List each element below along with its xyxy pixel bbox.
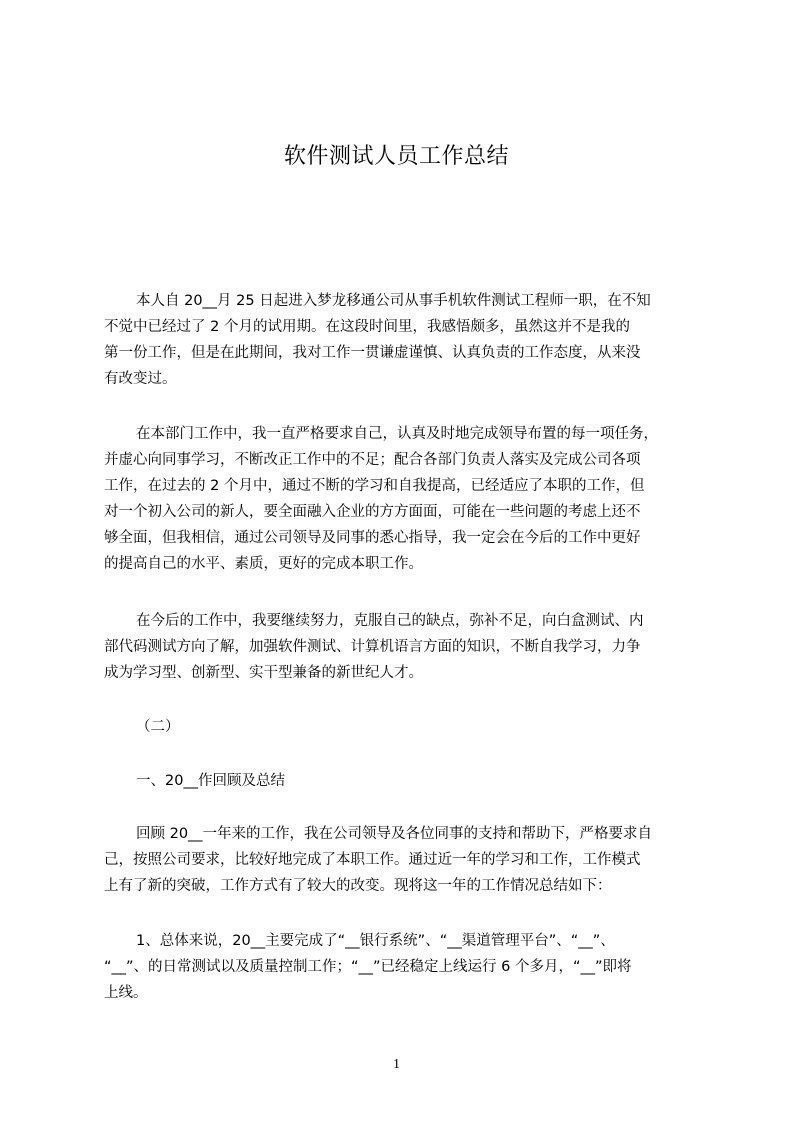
section-heading [104, 768, 700, 794]
paragraph-line: 不觉中已经过了 2 个月的试用期。在这段时间里，我感悟颇多，虽然这并不是我的 [104, 319, 630, 335]
paragraph-line: “__”、的日常测试以及质量控制工作；“__”已经稳定上线运行 6 个多月，“__”即将 [104, 959, 632, 975]
paragraph-line: 在今后的工作中，我要继续努力，克服自己的缺点，弥补不足，向白盒测试、内 [136, 613, 644, 629]
paragraph-future-work [104, 608, 700, 686]
paragraph-line: 够全面，但我相信，通过公司领导及同事的悉心指导，我一定会在今后的工作中更好 [104, 530, 641, 546]
paragraph-line: 第一份工作，但是在此期间，我对工作一贯谦虚谨慎、认真负责的工作态度，从来没 [104, 345, 641, 361]
paragraph-line: 己，按照公司要求，比较好地完成了本职工作。通过近一年的学习和工作，工作模式 [104, 852, 641, 868]
paragraph-line: 有改变过。 [104, 371, 177, 387]
paragraph-self-introduction [104, 288, 700, 392]
document-title: 软件测试人员工作总结 [283, 144, 509, 169]
paragraph-line: 上线。 [104, 985, 148, 1001]
paragraph-line: 对一个初入公司的新人，要全面融入企业的方方面面，可能在一些问题的考虑上还不 [104, 504, 641, 520]
paragraph-department-work [104, 421, 700, 577]
paragraph-line: 部代码测试方向了解，加强软件测试、计算机语言方面的知识，不断自我学习，力争 [104, 639, 641, 655]
paragraph-line: 上有了新的突破，工作方式有了较大的改变。现将这一年的工作情况总结如下： [104, 878, 612, 894]
paragraph-line: 工作，在过去的 2 个月中，通过不断的学习和自我提高，已经适应了本职的工作，但 [104, 478, 645, 494]
paragraph-item-one [104, 928, 700, 1006]
paragraph-line: 本人自 20__月 25 日起进入梦龙移通公司从事手机软件测试工程师一职，在不知 [136, 293, 651, 309]
paragraph-line: 的提高自己的水平、素质，更好的完成本职工作。 [104, 556, 423, 572]
paragraph-line: 成为学习型、创新型、实干型兼备的新世纪人才。 [104, 665, 423, 681]
paragraph-annual-review [104, 821, 700, 899]
section-marker [104, 714, 700, 740]
paragraph-line: 在本部门工作中，我一直严格要求自己，认真及时地完成领导布置的每一项任务， [136, 426, 658, 442]
paragraph-line: 并虚心向同事学习，不断改正工作中的不足；配合各部门负责人落实及完成公司各项 [104, 452, 641, 468]
paragraph-line: （二） [136, 719, 180, 735]
page-number: 1 [393, 1057, 400, 1072]
paragraph-line: 一、20__作回顾及总结 [136, 773, 285, 789]
paragraph-line: 回顾 20__一年来的工作，我在公司领导及各位同事的支持和帮助下，严格要求自 [136, 826, 653, 842]
paragraph-line: 1、总体来说，20__主要完成了“__银行系统”、“__渠道管理平台”、“__”、 [136, 933, 615, 949]
